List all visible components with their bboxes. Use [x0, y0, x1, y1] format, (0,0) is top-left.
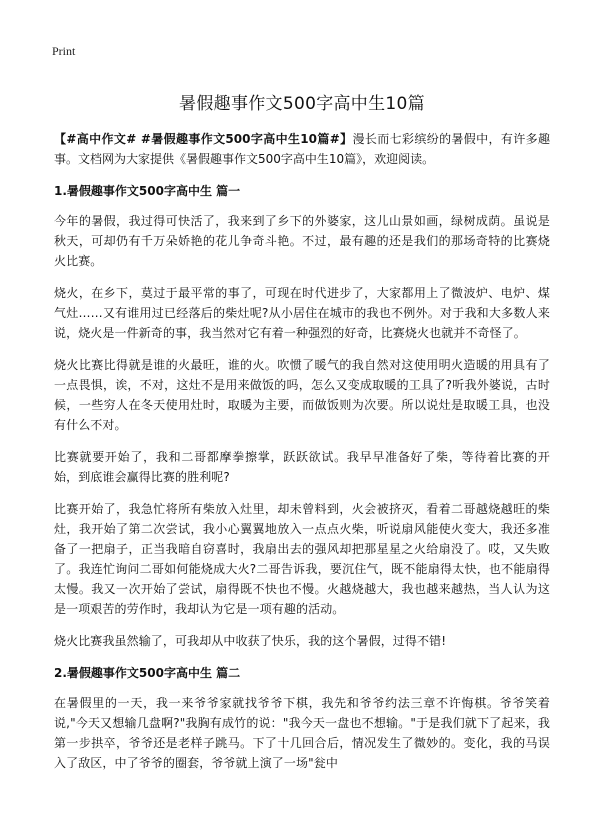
section-1-paragraph-3: 烧火比赛比得就是谁的火最旺，谁的火。吹惯了暖气的我自然对这使用明火造暖的用具有了一点畏惧，诶，不对，这灶不是用来做饭的吗，怎么又变成取暖的工具了?听我外婆说，古时候，一些穷人在冬天使用灶时，取暖为主要，而做饭则为次要。所以说灶是取暖工具，也没有什么不对。	[54, 358, 550, 432]
section-1-paragraph-1: 今年的暑假，我过得可快活了，我来到了乡下的外婆家，这儿山景如画，绿树成荫。虽说是秋天，可却仍有千万朵娇艳的花儿争奇斗艳。不过，最有趣的还是我们的那场奇特的比赛烧火比赛。	[54, 214, 550, 268]
intro-text: 漫长而七彩缤纷的暑假中，有许多趣事。文档网为大家提供《暑假趣事作文500字高中生10篇》，欢迎阅读。	[54, 132, 550, 166]
section-heading-1: 1.暑假趣事作文500字高中生 篇一	[54, 184, 241, 198]
section-1-paragraph-4: 比赛就要开始了，我和二哥都摩拳擦掌，跃跃欲试。我早早准备好了柴，等待着比赛的开始，到底谁会赢得比赛的胜利呢?	[54, 450, 550, 484]
section-1-paragraph-6: 烧火比赛我虽然输了，可我却从中收获了快乐，我的这个暑假，过得不错!	[54, 634, 447, 648]
intro-paragraph	[54, 129, 550, 169]
section-1-paragraph-5: 比赛开始了，我急忙将所有柴放入灶里，却未曾料到，火会被挤灭，看着二哥越烧越旺的柴灶，我开始了第二次尝试，我小心翼翼地放入一点点火柴，听说扇风能使火变大，我还多准备了一把扇子，正当我暗自窃喜时，我扇出去的强风却把那星星之火给扇没了。哎，又失败了。我连忙询问二哥如何能烧成大火?二哥告诉我，要沉住气，既不能扇得太快，也不能扇得太慢。我又一次开始了尝试，扇得既不快也不慢。火越烧越大，我也越来越热，当人认为这是一项艰苦的劳作时，我却认为它是一项有趣的活动。	[54, 502, 550, 616]
section-heading-2: 2.暑假趣事作文500字高中生 篇二	[54, 666, 241, 680]
section-1-paragraph-2: 烧火，在乡下，莫过于最平常的事了，可现在时代进步了，大家都用上了微波炉、电炉、煤气灶……又有谁用过已经落后的柴灶呢?从小居住在城市的我也不例外。对于我和大多数人来说，烧火是一件新奇的事，我当然对它有着一种强烈的好奇，比赛烧火也就并不奇怪了。	[54, 286, 550, 340]
page-title: 暑假趣事作文500字高中生10篇	[179, 94, 425, 114]
intro-tags: 【#高中作文# #暑假趣事作文500字高中生10篇#】	[54, 132, 353, 146]
section-2-paragraph-1: 在暑假里的一天，我一来爷爷家就找爷爷下棋，我先和爷爷约法三章不许悔棋。爷爷笑着说,"今天又想输几盘啊?"我胸有成竹的说："我今天一盘也不想输。"于是我们就下了起来，我第一步拱卒，爷爷还是老样子跳马。下了十几回合后，情况发生了微妙的。变化，我的马误入了敌区，中了爷爷的圈套，爷爷就上演了一场"瓮中	[54, 696, 550, 770]
print-link[interactable]: Print	[52, 44, 76, 58]
